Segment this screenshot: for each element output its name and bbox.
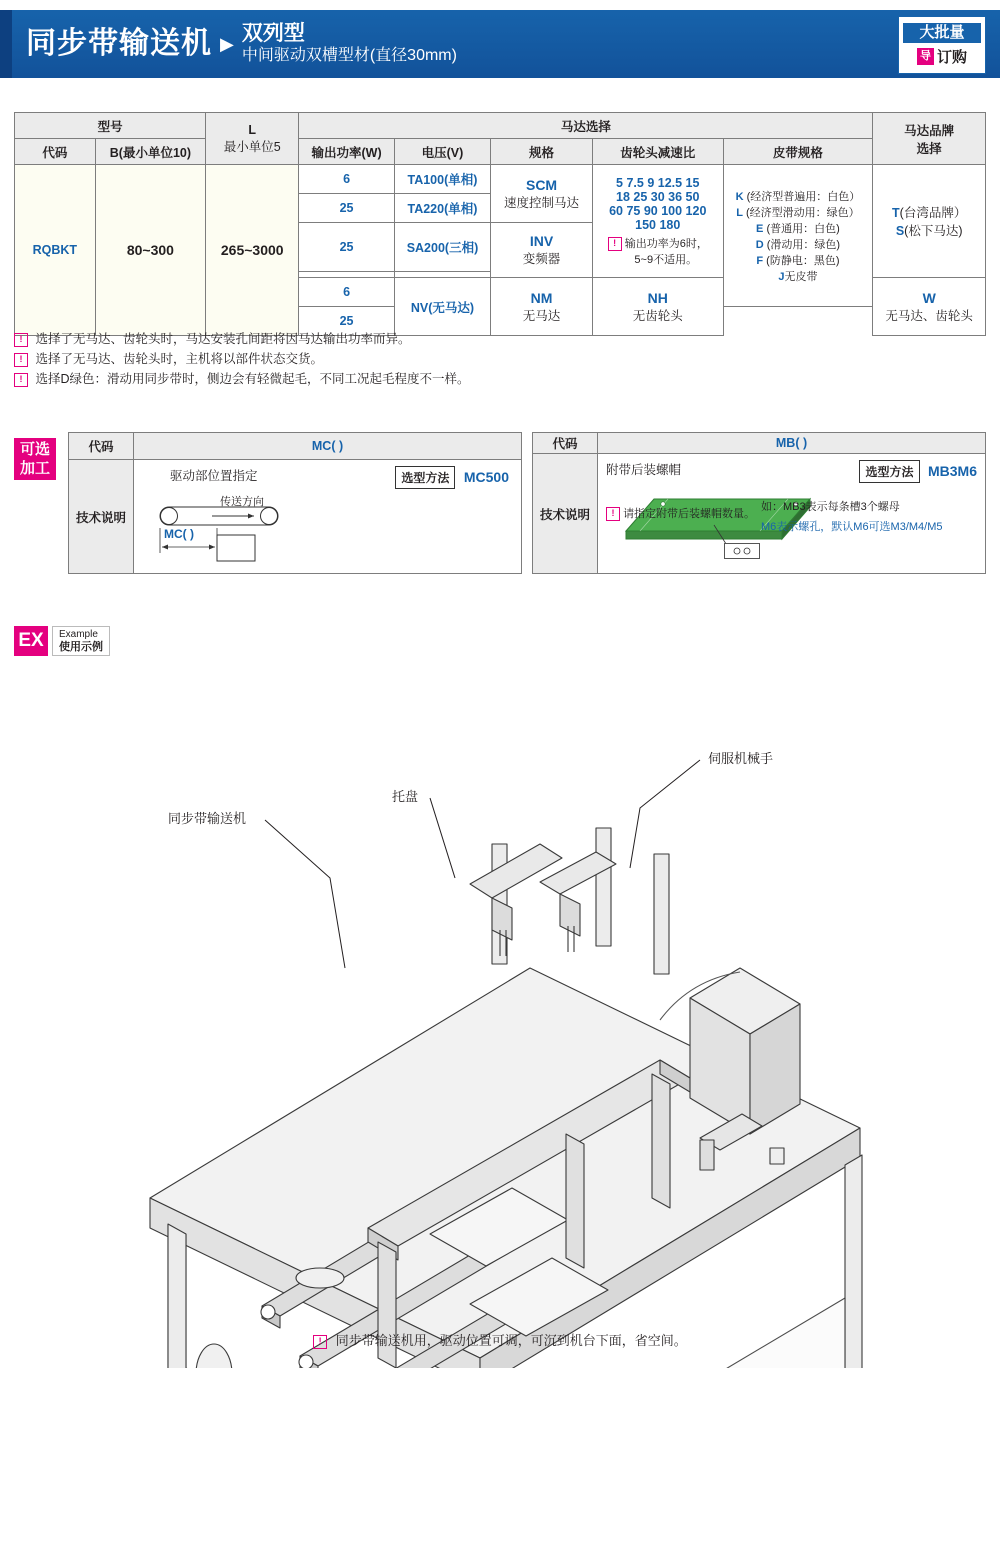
cell-spec-inv-sub: 变频器 <box>522 252 561 266</box>
option-mb-body-row <box>533 454 986 574</box>
belt-item-5 <box>730 268 867 284</box>
header-power: 输出功率(W) <box>299 139 395 165</box>
optional-tag-line1: 可选 <box>19 441 50 458</box>
header-voltage: 电压(V) <box>394 139 490 165</box>
header-belt: 皮带规格 <box>723 139 873 165</box>
example-caption-en: Example <box>59 629 98 640</box>
notes-list <box>14 330 974 390</box>
header-subtitle-main: 双列型 <box>241 22 305 46</box>
belt-code-5: J <box>778 270 785 283</box>
cell-spec-scm <box>491 165 593 223</box>
label-robot: 伺服机械手 <box>708 751 774 766</box>
belt-code-0: K <box>735 190 744 203</box>
ratio-nh-code: NH <box>647 289 668 306</box>
belt-item-4 <box>730 252 867 268</box>
mb-code-header: 代码 <box>533 433 598 454</box>
belt-text-0: (经济型普遍用：白色） <box>746 190 861 203</box>
ratio-note-1 <box>598 235 718 251</box>
option-mc-header-row <box>69 433 522 460</box>
cell-power-25a: 25 <box>299 194 395 223</box>
mb-nut-icon <box>725 544 759 558</box>
header-subtitle-sub: 中间驱动双槽型材(直径30mm) <box>241 46 457 64</box>
machine-drawing-svg <box>0 668 1000 1368</box>
header-ratio: 齿轮头减速比 <box>593 139 724 165</box>
belt-code-1: L <box>736 206 743 219</box>
note-marker-icon: ! <box>606 507 620 521</box>
option-mb-header-row <box>533 433 986 454</box>
example-icon: EX <box>14 626 48 656</box>
cell-voltage-ta100: TA100(单相) <box>394 165 490 194</box>
brand-code-1: S <box>895 224 905 238</box>
ratio-line-4: 150 180 <box>635 217 681 232</box>
page-header <box>0 10 1000 78</box>
ratio-note-2: 5~9不适用。 <box>634 253 698 266</box>
mc-diagram <box>142 495 357 567</box>
note-item <box>14 370 974 389</box>
example-caption <box>52 626 110 656</box>
header-l-label: L <box>248 122 257 137</box>
ratio-line-2: 18 25 30 36 50 <box>616 189 700 204</box>
mc-dimension-label: MC( ) <box>164 527 194 541</box>
mc-code-value: MC( ) <box>134 433 522 460</box>
cell-spec-nm <box>491 278 593 336</box>
optional-tables <box>68 432 986 574</box>
mc-method-label: 选型方法 <box>395 466 455 489</box>
mb-nut-detail <box>724 543 760 559</box>
cell-ratio-nh <box>593 278 724 336</box>
optional-tag-line2: 加工 <box>19 460 50 477</box>
belt-text-5: 无皮带 <box>784 270 818 283</box>
cell-power-6b: 6 <box>299 278 395 307</box>
note-marker-icon: ! <box>313 1335 327 1349</box>
cell-spec-inv <box>491 223 593 278</box>
belt-code-4: F <box>756 254 764 267</box>
mb-note-3: M6表示螺孔，默认M6可选M3/M4/M5 <box>761 521 943 533</box>
cell-spec-scm-sub: 速度控制马达 <box>504 195 580 210</box>
specification-table <box>14 112 986 336</box>
example-illustration <box>0 668 1000 1408</box>
header-l-sub: 最小单位5 <box>223 139 281 154</box>
optional-tag <box>14 438 56 480</box>
cell-belt-list <box>723 165 873 307</box>
mc-desc-label: 技术说明 <box>69 460 134 574</box>
belt-text-2: (普通用：白色) <box>766 222 840 235</box>
badge-line2: 订购 <box>936 49 967 66</box>
brand-code-w: W <box>922 289 936 306</box>
header-subtitle-group <box>242 22 457 65</box>
note-marker-icon: ! <box>14 373 28 387</box>
illustration-footnote <box>0 1330 1000 1349</box>
note-marker-icon: ! <box>14 333 28 347</box>
mc-code-header: 代码 <box>69 433 134 460</box>
mb-code-value: MB( ) <box>598 433 986 454</box>
cell-b-value: 80~300 <box>95 165 206 336</box>
bulk-order-badge <box>898 16 986 74</box>
belt-text-3: (滑动用：绿色) <box>766 238 841 251</box>
mb-figure-title: 附带后装螺帽 <box>606 463 682 477</box>
cell-voltage-nv: NV(无马达) <box>394 278 490 336</box>
badge-line2-group <box>903 46 981 67</box>
cell-l-value: 265~3000 <box>206 165 299 336</box>
belt-text-4: (防静电：黑色) <box>766 254 840 267</box>
cell-power-25c: 25 <box>299 307 395 336</box>
badge-line1: 大批量 <box>903 23 981 43</box>
table-row <box>15 165 986 194</box>
label-conveyor: 同步带输送机 <box>168 811 247 826</box>
mc-figure-cell <box>134 460 522 574</box>
note-item <box>14 350 974 369</box>
mc-figure-title: 驱动部位置指定 <box>170 469 258 483</box>
cell-power-6a: 6 <box>299 165 395 194</box>
table-header-row-2 <box>15 139 986 165</box>
cell-brand-group-2 <box>873 278 986 336</box>
cell-ratio-values <box>593 165 724 278</box>
header-brand-sub: 选择 <box>916 141 942 156</box>
mb-note-2: 如：MB3表示每条槽3个螺母 <box>761 501 900 513</box>
option-mc-table <box>68 432 522 574</box>
belt-item-0 <box>730 188 867 204</box>
ratio-nh-sub: 无齿轮头 <box>632 308 683 323</box>
brand-text-1: (松下马达) <box>904 224 963 238</box>
belt-item-1 <box>730 204 867 220</box>
note-marker-icon: ! <box>608 237 622 251</box>
mb-figure-cell <box>598 454 986 574</box>
cell-power-25b: 25 <box>299 223 395 272</box>
label-tray: 托盘 <box>392 789 419 804</box>
mb-method-label: 选型方法 <box>859 460 919 483</box>
cell-spec-nm-sub: 无马达 <box>522 308 561 323</box>
example-badge <box>14 626 110 656</box>
brand-text-0: (台湾品牌） <box>899 206 967 220</box>
brand-text-w: 无马达、齿轮头 <box>885 308 973 323</box>
header-spec: 规格 <box>491 139 593 165</box>
header-model: 型号 <box>15 113 206 139</box>
cell-voltage-ta220: TA220(单相) <box>394 194 490 223</box>
ratio-note-1-text: 输出功率为6时， <box>624 237 708 250</box>
belt-item-2 <box>730 220 867 236</box>
mc-direction-label: 传送方向 <box>220 496 264 508</box>
brand-item-1 <box>876 221 982 239</box>
brand-item-0 <box>876 203 982 221</box>
cell-code-value: RQBKT <box>15 165 96 336</box>
illustration-footnote-text: 同步带输送机用，驱动位置可调，可沉到机台下面，省空间。 <box>335 1333 687 1348</box>
belt-code-3: D <box>755 238 764 251</box>
ratio-line-1: 5 7.5 9 12.5 15 <box>616 175 700 190</box>
belt-code-2: E <box>756 222 764 235</box>
mb-note-1-text: 请指定附带后装螺帽数量。 <box>623 508 756 520</box>
note-text: 选择D绿色：滑动用同步带时，侧边会有轻微起毛，不同工况起毛程度不一样。 <box>35 372 470 386</box>
header-accent-bar <box>0 10 12 78</box>
header-motor: 马达选择 <box>299 113 873 139</box>
option-mc-body-row <box>69 460 522 574</box>
header-b: B(最小单位10) <box>95 139 206 165</box>
mc-method-value: MC500 <box>463 469 509 485</box>
brand-code-0: T <box>892 206 900 220</box>
cell-voltage-sa200: SA200(三相) <box>394 223 490 272</box>
cell-spec-scm-main: SCM <box>525 176 558 193</box>
cell-spec-nm-main: NM <box>530 289 553 306</box>
ratio-line-3: 60 75 90 100 120 <box>609 203 707 218</box>
header-arrow-icon: ▶ <box>220 34 234 54</box>
cell-spec-inv-main: INV <box>529 233 554 249</box>
table-header-row-1 <box>15 113 986 139</box>
header-brand-label: 马达品牌 <box>904 123 955 138</box>
cell-brand-group-1 <box>873 165 986 278</box>
badge-icon: 导 <box>917 48 934 65</box>
header-l <box>206 113 299 165</box>
note-text: 选择了无马达、齿轮头时，马达安装孔间距将因马达输出功率而异。 <box>35 332 411 346</box>
mb-method-value: MB3M6 <box>927 463 977 479</box>
header-brand <box>873 113 986 165</box>
belt-text-1: (经济型滑动用：绿色） <box>745 206 860 219</box>
header-code: 代码 <box>15 139 96 165</box>
note-item <box>14 330 974 349</box>
mb-desc-label: 技术说明 <box>533 454 598 574</box>
example-caption-cn: 使用示例 <box>59 641 103 653</box>
belt-item-3 <box>730 236 867 252</box>
note-text: 选择了无马达、齿轮头时，主机将以部件状态交货。 <box>35 352 323 366</box>
page-title: 同步带输送机 <box>26 27 212 60</box>
note-marker-icon: ! <box>14 353 28 367</box>
option-mb-table <box>532 432 986 574</box>
